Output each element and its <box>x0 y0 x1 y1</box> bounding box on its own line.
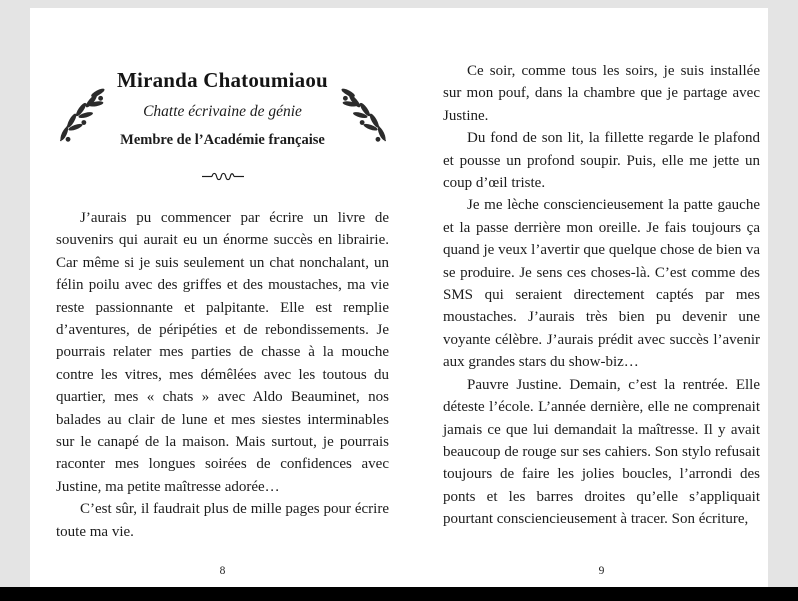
page-number: 9 <box>598 565 605 577</box>
page-number: 8 <box>219 565 226 577</box>
olive-branch-icon <box>337 87 391 145</box>
chapter-affiliation: Membre de l’Académie française <box>120 132 325 148</box>
chapter-title: Miranda Chatoumiaou <box>117 68 328 92</box>
chapter-header-text <box>113 68 333 149</box>
right-page-body <box>443 60 760 531</box>
device-bottom-bar <box>0 587 798 601</box>
chapter-subtitle: Chatte écrivaine de génie <box>143 103 302 120</box>
page-left <box>30 8 399 587</box>
paragraph: Pauvre Justine. Demain, c’est la rentrée. Elle déteste l’école. L’année dernière, elle ne comprenait jamais ce que lui demandait la maîtresse. Il y avait beaucoup de rouge sur ses cahiers. Son stylo refusait toujours de faire les jolies boucles, l’arrondi des ponts et les barres droites qu’elle s’appliquait pourtant consciencieusement à tracer. Son écriture, <box>443 376 760 528</box>
left-page-body <box>56 207 389 543</box>
section-divider <box>56 169 389 187</box>
squiggle-divider-icon <box>202 171 244 182</box>
page-right <box>399 8 768 587</box>
olive-branch-icon <box>55 87 109 145</box>
paragraph: Ce soir, comme tous les soirs, je suis installée sur mon pouf, dans la chambre que je partage avec Justine. <box>443 63 760 124</box>
book-spread <box>30 8 768 587</box>
paragraph: Je me lèche consciencieusement la patte gauche et la passe derrière mon oreille. Je fais toujours ça quand je veux l’avertir que quelque chose de bien va se produire. Je sens ces choses-là. C’est comme des SMS qui seraient directement captés par mes moustaches. J’aurais très bien pu devenir une voyante célèbre. J’aurais prédit avec succès l’avenir aux grandes stars du show-biz… <box>443 197 760 371</box>
paragraph: J’aurais pu commencer par écrire un livre de souvenirs qui aurait eu un énorme succès en librairie. Car même si je suis seulement un chat nonchalant, un félin poilu avec des griffes et des moustaches, ma vie reste passionnante et palpitante. Elle est remplie d’aventures, de péripéties et de rebondissements. Je pourrais relater mes parties de chasse à la mouche contre les vitres, mes démêlées avec les toutous du quartier, mes « chats » avec Aldo Beauminet, nos balades au clair de lune et mes siestes interminables sur le canapé de la maison. Mais surtout, je pourrais raconter mes longues soirées de confidences avec Justine, ma petite maîtresse adorée… <box>56 210 389 495</box>
chapter-header <box>56 68 389 149</box>
paragraph: Du fond de son lit, la fillette regarde le plafond et pousse un profond soupir. Puis, elle me jette un coup d’œil triste. <box>443 130 760 192</box>
paragraph: C’est sûr, il faudrait plus de mille pages pour écrire toute ma vie. <box>56 501 389 540</box>
